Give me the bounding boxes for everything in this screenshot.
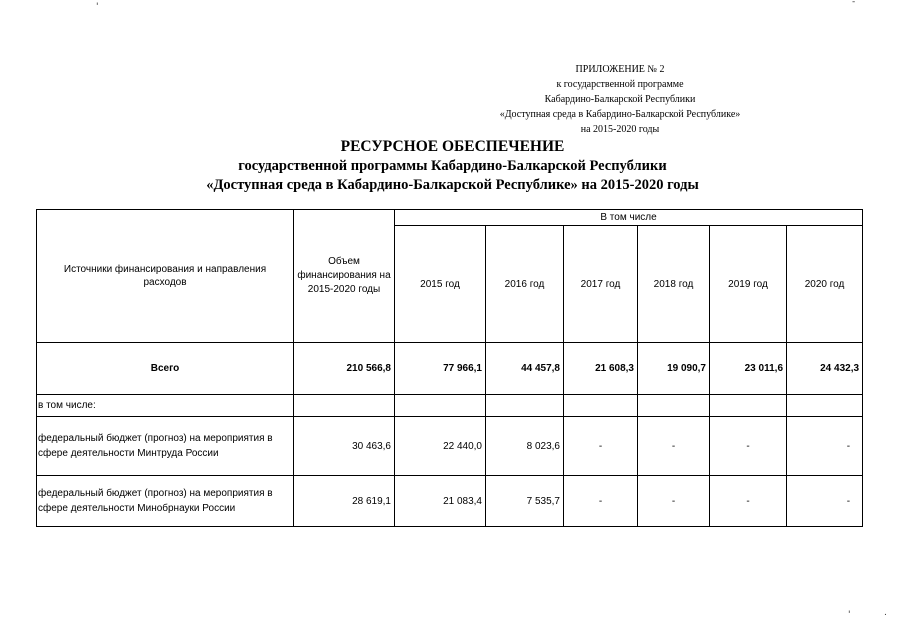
- appendix-program: к государственной программе: [556, 79, 684, 90]
- table-cell: [787, 395, 863, 417]
- row-2016: 8 023,6: [486, 417, 564, 476]
- row-label: федеральный бюджет (прогноз) на мероприятия в сфере деятельности Минобрнауки России: [37, 476, 294, 527]
- row-volume: 28 619,1: [294, 476, 395, 527]
- row-2020: -: [787, 417, 863, 476]
- document-title: РЕСУРСНОЕ ОБЕСПЕЧЕНИЕ: [340, 138, 565, 155]
- scan-mark-bottom-left: ': [848, 610, 851, 620]
- header-year-2017: 2017 год: [564, 226, 638, 343]
- header-including: В том числе: [395, 210, 863, 226]
- header-year-2020: 2020 год: [787, 226, 863, 343]
- total-2015: 77 966,1: [395, 343, 486, 395]
- header-source: Источники финансирования и направления расходов: [37, 210, 294, 343]
- total-2017: 21 608,3: [564, 343, 638, 395]
- appendix-period: на 2015-2020 годы: [580, 124, 660, 135]
- table-cell: [486, 395, 564, 417]
- row-2019: -: [710, 476, 787, 527]
- including-label: в том числе:: [37, 395, 294, 417]
- resource-table: [36, 209, 863, 527]
- document-title-block: [0, 137, 905, 195]
- table-row-including: [37, 395, 863, 417]
- header-year-2015: 2015 год: [395, 226, 486, 343]
- row-volume: 30 463,6: [294, 417, 395, 476]
- document-subtitle-2: «Доступная среда в Кабардино-Балкарской Республике» на 2015-2020 годы: [206, 177, 699, 193]
- row-2017: -: [564, 417, 638, 476]
- table-cell: [710, 395, 787, 417]
- appendix-republic: Кабардино-Балкарской Республики: [544, 94, 696, 105]
- document-subtitle-1: государственной программы Кабардино-Балкарской Республики: [238, 158, 667, 174]
- table-cell: [638, 395, 710, 417]
- table-cell: [395, 395, 486, 417]
- row-2015: 22 440,0: [395, 417, 486, 476]
- row-2017: -: [564, 476, 638, 527]
- table-cell: [564, 395, 638, 417]
- table-row-total: [37, 343, 863, 395]
- appendix-block: [470, 62, 770, 137]
- table-header-row-1: [37, 210, 863, 226]
- total-2018: 19 090,7: [638, 343, 710, 395]
- total-2019: 23 011,6: [710, 343, 787, 395]
- appendix-number: ПРИЛОЖЕНИЕ № 2: [575, 64, 665, 75]
- row-2018: -: [638, 417, 710, 476]
- row-2019: -: [710, 417, 787, 476]
- header-volume: Объем финансирования на 2015-2020 годы: [294, 210, 395, 343]
- row-2015: 21 083,4: [395, 476, 486, 527]
- header-year-2018: 2018 год: [638, 226, 710, 343]
- header-year-2016: 2016 год: [486, 226, 564, 343]
- scan-mark-bottom-right: .: [884, 608, 887, 618]
- table-row: [37, 417, 863, 476]
- header-year-2019: 2019 год: [710, 226, 787, 343]
- row-2016: 7 535,7: [486, 476, 564, 527]
- table-cell: [294, 395, 395, 417]
- table-row: [37, 476, 863, 527]
- row-2018: -: [638, 476, 710, 527]
- scan-mark-top-left: ': [96, 2, 99, 12]
- total-label: Всего: [37, 343, 294, 395]
- scan-mark-top-right: -: [852, 0, 856, 7]
- total-2020: 24 432,3: [787, 343, 863, 395]
- total-volume: 210 566,8: [294, 343, 395, 395]
- row-label: федеральный бюджет (прогноз) на мероприятия в сфере деятельности Минтруда России: [37, 417, 294, 476]
- appendix-program-name: «Доступная среда в Кабардино-Балкарской Республике»: [499, 109, 741, 120]
- total-2016: 44 457,8: [486, 343, 564, 395]
- row-2020: -: [787, 476, 863, 527]
